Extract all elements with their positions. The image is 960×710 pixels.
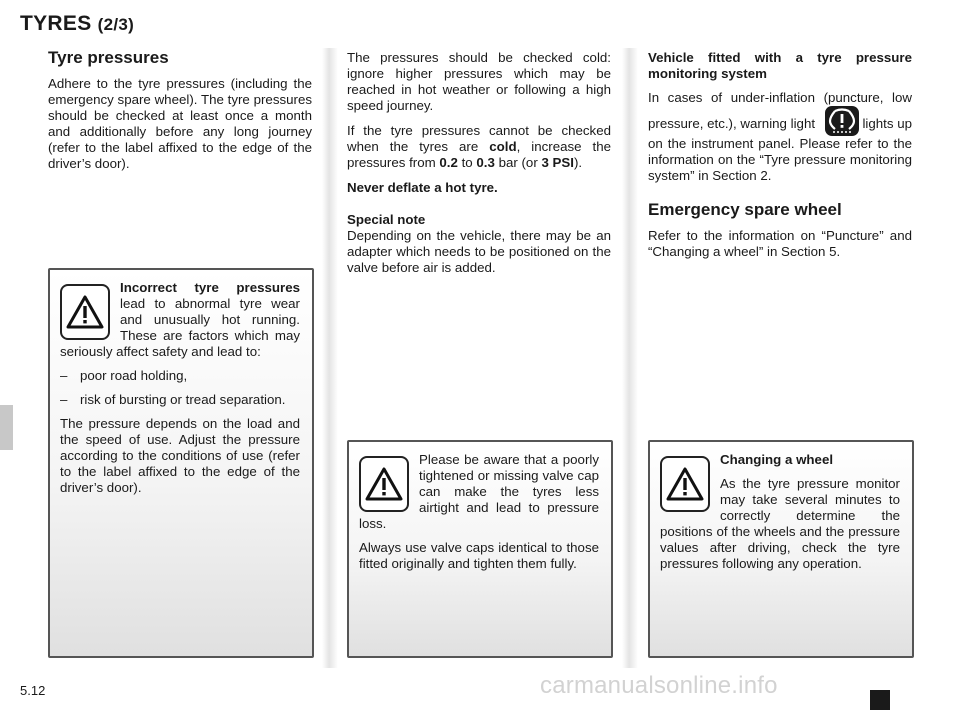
column-1 (48, 50, 312, 181)
warning-triangle-icon (660, 456, 710, 512)
pressure-min: 0.2 (439, 155, 458, 170)
tyre-pressures-heading: Tyre pressures (48, 48, 169, 67)
changing-wheel-text: As the tyre pressure monitor may take several minutes to correctly determine the positions of the wheels and the pressure values after driving, check the tyre pressures following any operation. (660, 476, 900, 571)
box1-paragraph: The pressure depends on the load and the speed of use. Adjust the pressure according to the conditions of use (refer to the label affixed to the edge of the driver’s door). (60, 416, 300, 495)
pressure-max: 0.3 (476, 155, 495, 170)
title-part: (2/3) (97, 15, 135, 34)
box2-paragraph-2: Always use valve caps identical to those fitted originally and tighten them fully. (359, 540, 599, 571)
special-note-text: Depending on the vehicle, there may be an adapter which needs to be positioned on the valve before air is added. (347, 228, 611, 275)
never-deflate-warning: Never deflate a hot tyre. (347, 180, 498, 195)
special-note-title: Special note (347, 212, 426, 227)
warning-box-pressures (48, 268, 314, 658)
box1-bold-intro: Incorrect tyre pressures (120, 280, 300, 295)
col2-paragraph-2: If the tyre pressures cannot be checked when the tyres are cold, increase the pressures from 0.2 to 0.3 bar (or 3 PSI). (347, 123, 611, 170)
list-dash: – (60, 392, 68, 407)
warning-box-valve-caps (347, 440, 613, 658)
tyre-pressure-warning-icon (825, 106, 859, 136)
title-text: TYRES (20, 12, 92, 35)
section-tab (0, 405, 13, 450)
list-item (60, 368, 300, 384)
column-divider-2 (622, 48, 638, 668)
warning-triangle-icon (359, 456, 409, 512)
warning-triangle-icon (60, 284, 110, 340)
col2-paragraph-1: The pressures should be checked cold: ignore higher pressures which may be reached in hot weather or following a high speed journey. (347, 50, 611, 113)
box2-paragraph-1: Please be aware that a poorly tightened or missing valve cap can make the tyres less airtight and lead to pressure loss. (359, 452, 599, 531)
box1-text: lead to abnormal tyre wear and unusually hot running. These are factors which may seriously affect safety and lead to: (60, 296, 300, 359)
tpms-paragraph: In cases of under-inflation (puncture, low pressure, etc.), warning light lights up on the instrument panel. Please refer to the information on the “Tyre pressure monitoring system” in Section 2. (648, 90, 912, 183)
page-number: 5.12 (20, 683, 46, 698)
column-2 (347, 50, 611, 285)
pressure-psi: 3 PSI (541, 155, 574, 170)
changing-wheel-title: Changing a wheel (720, 452, 834, 467)
warning-box-changing-wheel (648, 440, 914, 658)
tpms-title: Vehicle fitted with a tyre pressure monitoring system (648, 50, 912, 81)
page-title (20, 12, 134, 36)
list-dash: – (60, 368, 68, 383)
corner-marker (870, 690, 890, 710)
spare-wheel-paragraph: Refer to the information on “Puncture” and “Changing a wheel” in Section 5. (648, 228, 912, 259)
list-item-text: poor road holding, (80, 368, 188, 383)
list-item (60, 392, 300, 408)
column-3 (648, 50, 912, 269)
spare-wheel-heading: Emergency spare wheel (648, 200, 842, 219)
watermark: carmanualsonline.info (540, 672, 778, 699)
list-item-text: risk of bursting or tread separation. (80, 392, 286, 407)
tyre-pressures-paragraph: Adhere to the tyre pressures (including the emergency spare wheel). The tyre pressures should be checked at least once a month and additionally before any long journey (refer to the label affixed to the edge of the driver’s door). (48, 76, 312, 171)
column-divider-1 (322, 48, 338, 668)
cold-word: cold (489, 139, 517, 154)
